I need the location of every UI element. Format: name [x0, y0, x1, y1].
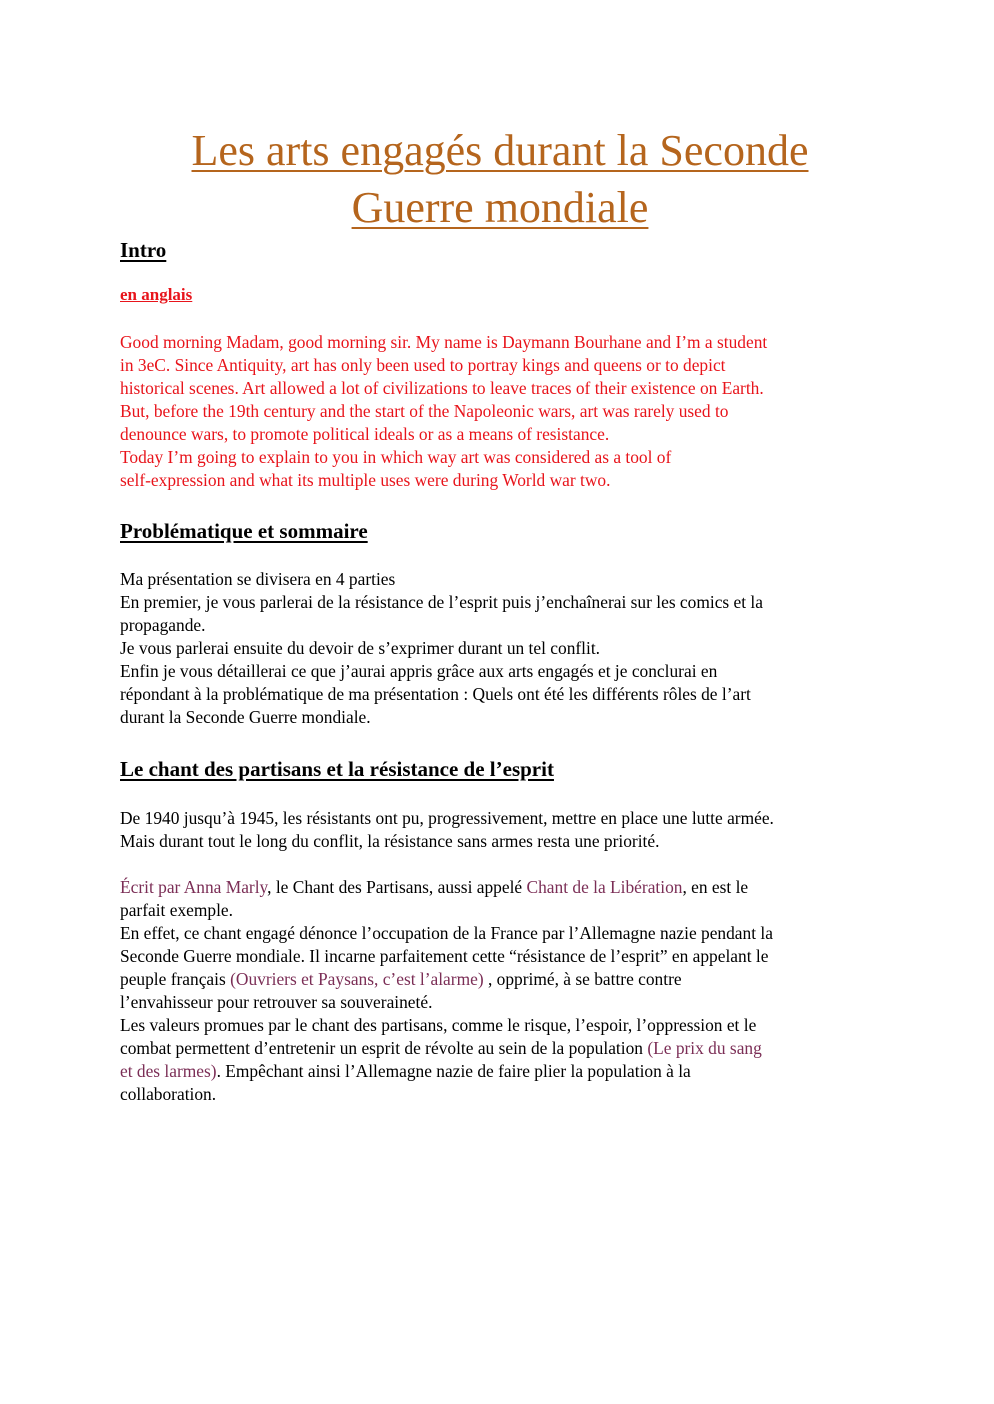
problematique-line: répondant à la problématique de ma présentation : Quels ont été les différents rôles de l’art: [120, 684, 751, 704]
lyric-quote: (Ouvriers et Paysans, c’est l’alarme): [230, 969, 484, 989]
intro-subheading: en anglais: [120, 285, 193, 304]
intro-line: historical scenes. Art allowed a lot of civilizations to leave traces of their existence on Earth.: [120, 378, 764, 398]
problematique-line: En premier, je vous parlerai de la résistance de l’esprit puis j’enchaînerai sur les comics et la: [120, 592, 763, 612]
intro-line: Good morning Madam, good morning sir. My name is Daymann Bourhane and I’m a student: [120, 332, 768, 352]
intro-heading: Intro: [120, 238, 167, 262]
text-run: combat permettent d’entretenir un esprit de révolte au sein de la population: [120, 1038, 648, 1058]
chant-line: [120, 876, 880, 899]
intro-line: self-expression and what its multiple uses were during World war two.: [120, 470, 611, 490]
author-reference: Écrit par Anna Marly: [120, 877, 268, 897]
chant-paragraph-1: [120, 807, 880, 853]
chant-line: Mais durant tout le long du conflit, la résistance sans armes resta une priorité.: [120, 831, 660, 851]
chant-line: Les valeurs promues par le chant des partisans, comme le risque, l’espoir, l’oppression et le: [120, 1015, 757, 1035]
chant-line: De 1940 jusqu’à 1945, les résistants ont pu, progressivement, mettre en place une lutte armée.: [120, 808, 774, 828]
chant-line: Seconde Guerre mondiale. Il incarne parfaitement cette “résistance de l’esprit” en appelant le: [120, 946, 769, 966]
problematique-line: propagande.: [120, 615, 206, 635]
song-title-reference: Chant de la Libération: [526, 877, 683, 897]
chant-line: [120, 968, 880, 991]
chant-line: En effet, ce chant engagé dénonce l’occupation de la France par l’Allemagne nazie pendant la: [120, 923, 773, 943]
title-line-2: Guerre mondiale: [351, 183, 649, 232]
chant-heading: Le chant des partisans et la résistance de l’esprit: [120, 757, 554, 781]
chant-paragraph-2: [120, 876, 880, 1106]
chant-line: [120, 1060, 880, 1083]
text-run: . Empêchant ainsi l’Allemagne nazie de faire plier la population à la: [216, 1061, 691, 1081]
text-run: , opprimé, à se battre contre: [483, 969, 682, 989]
text-run: peuple français: [120, 969, 231, 989]
intro-line: But, before the 19th century and the start of the Napoleonic wars, art was rarely used to: [120, 401, 729, 421]
lyric-quote: et des larmes): [120, 1061, 217, 1081]
chant-line: l’envahisseur pour retrouver sa souveraineté.: [120, 992, 433, 1012]
text-run: , en est le: [682, 877, 749, 897]
problematique-line: Je vous parlerai ensuite du devoir de s’exprimer durant un tel conflit.: [120, 638, 601, 658]
title-line-1: Les arts engagés durant la Seconde: [191, 126, 809, 175]
problematique-paragraph: [120, 568, 880, 729]
chant-line: [120, 1037, 880, 1060]
intro-line: in 3eC. Since Antiquity, art has only been used to portray kings and queens or to depict: [120, 355, 726, 375]
chant-line: collaboration.: [120, 1084, 217, 1104]
document-page: [120, 0, 880, 1106]
intro-paragraph: [120, 331, 880, 492]
problematique-heading: Problématique et sommaire: [120, 519, 368, 543]
problematique-line: Enfin je vous détaillerai ce que j’aurai appris grâce aux arts engagés et je conclurai en: [120, 661, 718, 681]
document-title: [120, 122, 880, 236]
intro-line: denounce wars, to promote political ideals or as a means of resistance.: [120, 424, 610, 444]
intro-line: Today I’m going to explain to you in which way art was considered as a tool of: [120, 447, 672, 467]
problematique-line: durant la Seconde Guerre mondiale.: [120, 707, 371, 727]
text-run: , le Chant des Partisans, aussi appelé: [267, 877, 527, 897]
lyric-quote: (Le prix du sang: [647, 1038, 762, 1058]
problematique-line: Ma présentation se divisera en 4 parties: [120, 569, 396, 589]
chant-line: parfait exemple.: [120, 900, 233, 920]
